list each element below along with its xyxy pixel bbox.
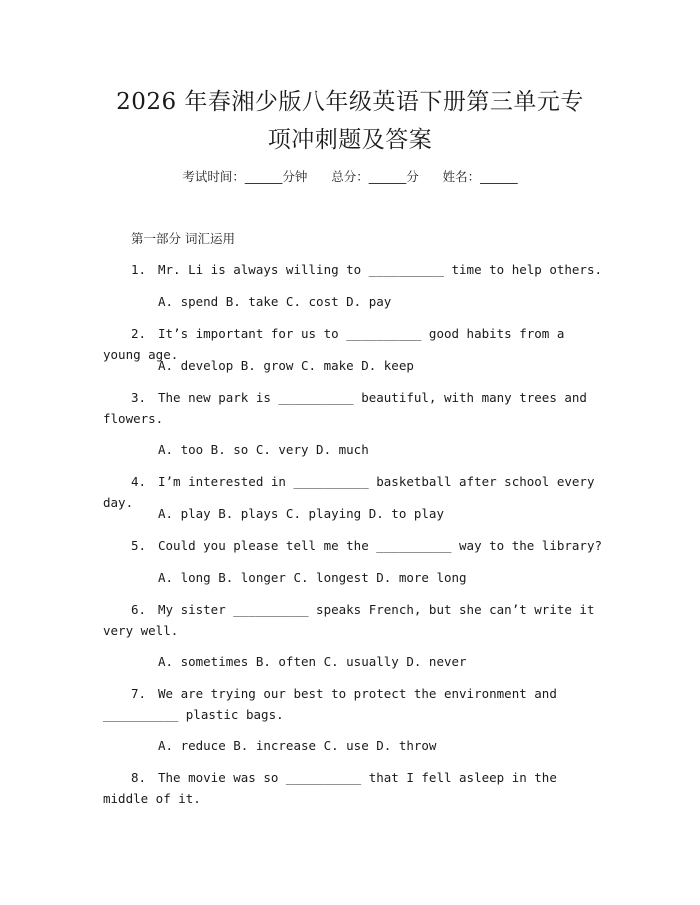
question-3-options: A. too B. so C. very D. much [158, 442, 369, 457]
question-text: Mr. Li is always willing to __________ time to help others. [158, 262, 603, 277]
question-6: 6. My sister __________ speaks French, but she can’t write it very well. [103, 602, 595, 638]
exam-time: 考试时间：______分钟 [182, 169, 308, 184]
student-name: 姓名：______ [442, 169, 518, 184]
question-1: 1. Mr. Li is always willing to __________ time to help others. [131, 262, 603, 277]
question-8: 8. The movie was so __________ that I fell asleep in the middle of it. [103, 770, 557, 806]
question-1-options: A. spend B. take C. cost D. pay [158, 294, 392, 309]
exam-score: 总分：______分 [331, 169, 419, 184]
question-text: We are trying our best to protect the environment and __________ plastic bags. [103, 686, 557, 722]
question-text: The new park is __________ beautiful, with many trees and flowers. [103, 390, 587, 426]
question-text: I’m interested in __________ basketball after school every day. [103, 474, 595, 510]
question-4-options: A. play B. plays C. playing D. to play [158, 506, 444, 521]
section-title: 第一部分 词汇运用 [131, 231, 235, 246]
question-7: 7. We are trying our best to protect the environment and __________ plastic bags. [103, 686, 557, 722]
question-6-options: A. sometimes B. often C. usually D. never [158, 654, 467, 669]
question-5: 5. Could you please tell me the __________ way to the library? [131, 538, 603, 553]
question-text: The movie was so __________ that I fell asleep in the middle of it. [103, 770, 557, 806]
document-title [40, 83, 660, 159]
question-3: 3. The new park is __________ beautiful, with many trees and flowers. [103, 390, 587, 426]
exam-info [0, 167, 700, 187]
question-text: My sister __________ speaks French, but she can’t write it very well. [103, 602, 595, 638]
title-line-2: 项冲刺题及答案 [267, 127, 433, 153]
question-text: It’s important for us to __________ good habits from a young age. [103, 326, 565, 362]
question-7-options: A. reduce B. increase C. use D. throw [158, 738, 437, 753]
title-line-1: 2026 年春湘少版八年级英语下册第三单元专 [116, 89, 584, 115]
question-2-options: A. develop B. grow C. make D. keep [158, 358, 414, 373]
question-4: 4. I’m interested in __________ basketball after school every day. [103, 474, 595, 510]
question-5-options: A. long B. longer C. longest D. more long [158, 570, 467, 585]
question-text: Could you please tell me the __________ way to the library? [158, 538, 603, 553]
question-2: 2. It’s important for us to __________ good habits from a young age. [103, 326, 565, 362]
